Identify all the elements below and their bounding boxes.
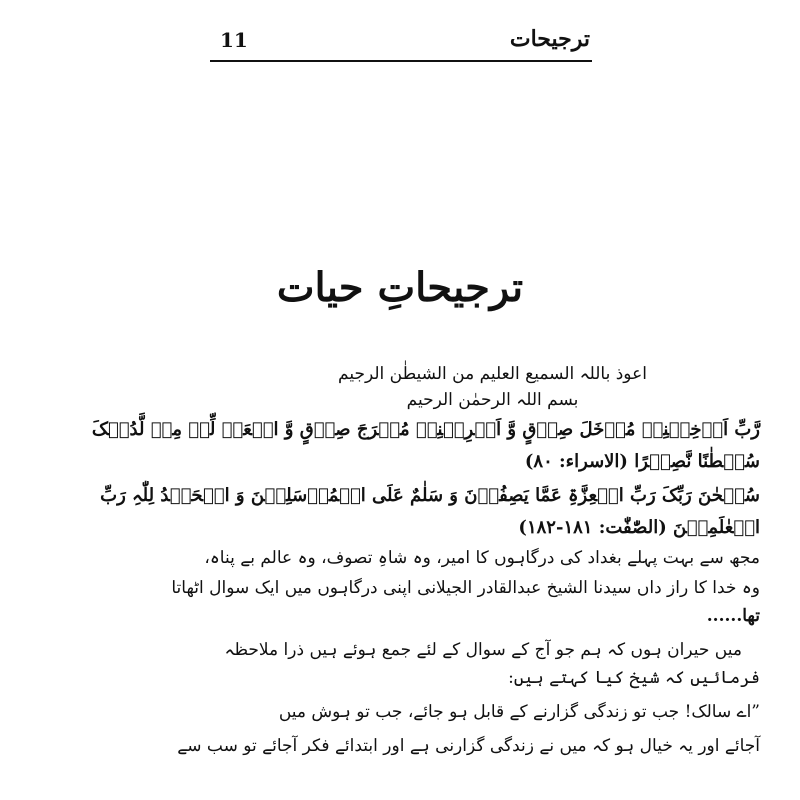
running-title: ترجیحات (509, 26, 590, 52)
para1-line2: وہ خدا کا راز داں سیدنا الشیخ عبدالقادر الجیلانی اپنی درگاہوں میں ایک سوال اٹھاتا (171, 578, 760, 598)
page-header (210, 26, 590, 56)
verse1-line2: سُلۡطٰنًا نَّصِیۡرًا (الاسراء: ۸۰) (524, 451, 760, 472)
taawwuz-line: اعوذ باللہ السمیع العلیم من الشیطٰن الرجیم (338, 364, 647, 384)
para1-line1: مجھ سے بہت پہلے بغداد کی درگاہوں کا امیر، وہ شاہِ تصوف، وہ عالم بے پناہ، (204, 548, 760, 568)
para2-line2: فرمائیں کہ شیخ کیا کہتے ہیں: (508, 668, 760, 688)
verse2-line1: سُبۡحٰنَ رَبِّکَ رَبِّ الۡعِزَّۃِ عَمَّا یَصِفُوۡنَ وَ سَلٰمٌ عَلَی الۡمُرۡسَلِیۡنَ وَ الۡحَمۡدُ لِلّٰہِ رَبِّ (100, 485, 760, 506)
para1-line3: تھا...... (706, 606, 760, 626)
verse1-line1: رَّبِّ اَدۡخِلۡنِیۡ مُدۡخَلَ صِدۡقٍ وَّ اَخۡرِجۡنِیۡ مُخۡرَجَ صِدۡقٍ وَّ اجۡعَلۡ لِّیۡ مِنۡ لَّدُنۡکَ (91, 419, 760, 440)
para2-line1: میں حیران ہوں کہ ہم جو آج کے سوال کے لئے جمع ہوئے ہیں ذرا ملاحظہ (224, 640, 742, 660)
chapter-title: ترجیحاتِ حیات (276, 264, 524, 311)
page-number: 11 (220, 28, 248, 52)
verse2-line2: الۡعٰلَمِیۡنَ (الصّٰفّٰت: ۱۸۱-۱۸۲) (518, 517, 760, 538)
header-rule (210, 60, 592, 62)
quote-line1: ”اے سالک! جب تو زندگی گزارنے کے قابل ہو جائے، جب تو ہوش میں (278, 702, 760, 722)
quote-line2: آجائے اور یہ خیال ہو کہ میں نے زندگی گزارنی ہے اور ابتدائے فکر آجائے تو سب سے (177, 736, 760, 756)
bismillah-line: بسم اللہ الرحمٰن الرحیم (406, 390, 579, 410)
